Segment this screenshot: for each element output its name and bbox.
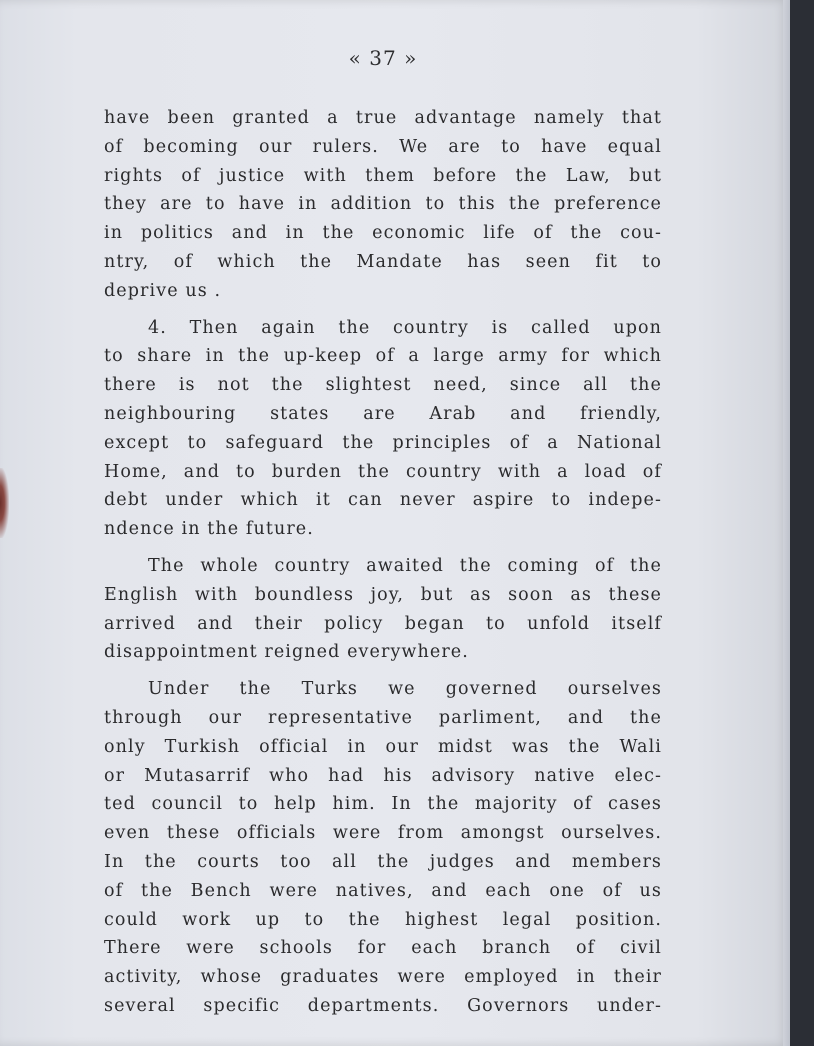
text-line: rights of justice with them before the Law, but (104, 165, 662, 186)
text-line: disappointment reigned everywhere. (104, 642, 469, 663)
body-text (104, 104, 662, 1029)
text-line: in politics and in the economic life of the cou- (104, 223, 662, 244)
text-line: only Turkish official in our midst was the Wali (104, 736, 662, 757)
text-line: deprive us . (104, 280, 222, 301)
text-line: except to safeguard the principles of a National (104, 432, 662, 453)
page-tear-mark (0, 468, 9, 538)
paragraph-4 (104, 675, 662, 1021)
text-line: even these officials were from amongst ourselves. (104, 823, 662, 844)
text-line: In the courts too all the judges and members (104, 851, 662, 872)
text-line: have been granted a true advantage namely that (104, 108, 662, 128)
text-line: English with boundless joy, but as soon as these (104, 584, 662, 605)
text-line: ntry, of which the Mandate has seen fit to (104, 251, 662, 272)
text-line: of becoming our rulers. We are to have equal (104, 136, 662, 157)
text-line: through our representative parliment, and the (104, 707, 662, 728)
text-line: they are to have in addition to this the preference (104, 194, 662, 215)
text-line: debt under which it can never aspire to indepe- (104, 490, 662, 511)
text-line: several specific departments. Governors under- (104, 995, 662, 1016)
text-line: ted council to help him. In the majority of cases (104, 794, 662, 815)
paragraph-1 (104, 104, 662, 306)
text-line: there is not the slightest need, since all the (104, 375, 662, 396)
text-line: or Mutasarrif who had his advisory native elec- (104, 765, 662, 786)
text-line: arrived and their policy began to unfold itself (104, 613, 662, 634)
text-line: The whole country awaited the coming of the (148, 555, 662, 576)
text-line: 4. Then again the country is called upon (148, 317, 662, 338)
text-line: could work up to the highest legal position. (104, 909, 662, 930)
text-line: ndence in the future. (104, 519, 314, 540)
paragraph-3 (104, 552, 662, 667)
page-number: « 37 » (348, 46, 418, 70)
text-line: Home, and to burden the country with a load of (104, 461, 662, 482)
text-line: activity, whose graduates were employed in their (104, 967, 662, 988)
text-line: of the Bench were natives, and each one of us (104, 880, 662, 901)
text-line: neighbouring states are Arab and friendly, (104, 403, 662, 424)
text-line: to share in the up-keep of a large army for which (104, 346, 662, 367)
text-line: Under the Turks we governed ourselves (148, 679, 662, 700)
page-edge (783, 0, 790, 1046)
paragraph-2 (104, 314, 662, 544)
text-line: There were schools for each branch of civil (104, 938, 662, 959)
